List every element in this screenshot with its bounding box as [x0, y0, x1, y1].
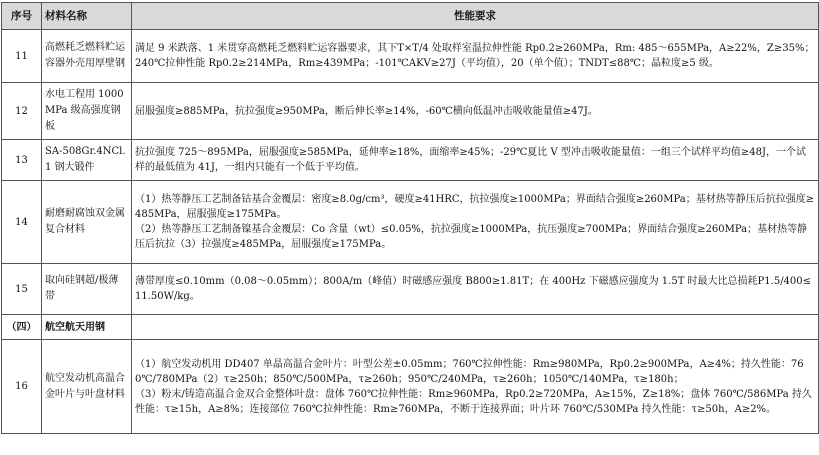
table-row: [2, 181, 819, 264]
performance-table: [1, 2, 819, 434]
header-requirement: 性能要求: [132, 3, 819, 30]
row-material: 耐磨耐腐蚀双金属复合材料: [42, 181, 132, 264]
row-material: 水电工程用 1000MPa 级高强度钢板: [42, 83, 132, 140]
table-header-row: [2, 3, 819, 30]
section-label: （四）: [2, 315, 42, 340]
header-no: 序号: [2, 3, 42, 30]
header-material: 材料名称: [42, 3, 132, 30]
row-material: 航空发动机高温合金叶片与叶盘材料: [42, 340, 132, 434]
requirement-line: 满足 9 米跌落、1 米贯穿高燃耗乏燃料贮运容器要求，其下T×T/4 处取样室温拉伸性能 Rp0.2≥260MPa，Rm: 485～655MPa，A≥22%，Z≥35%；240℃拉伸性能 Rp0.2≥214MPa，Rm≥439MPa；-101℃AKV≥27J（平均值），20（单个值）；TNDT≤88℃；晶粒度≥5 级。: [135, 43, 815, 69]
requirement-line: 抗拉强度 725～895MPa，屈服强度≥585MPa，延伸率≥18%，面缩率≥45%；-29℃夏比 V 型冲击吸收能量值：一组三个试样平均值≥48J，一个试样的最低值为 41J，一组内只能有一个低于平均值。: [135, 147, 806, 173]
requirement-line: 薄带厚度≤0.10mm（0.08～0.05mm）；800A/m（峰值）时磁感应强度 B800≥1.81T；在 400Hz 下磁感应强度为 1.5T 时最大比总损耗P1.5/400≤11.50W/kg。: [135, 276, 812, 302]
table-row: [2, 340, 819, 434]
row-requirement: [132, 264, 819, 315]
table-row: [2, 264, 819, 315]
row-material: SA-508Gr.4NCl.1 钢大锻件: [42, 140, 132, 181]
table-row: [2, 83, 819, 140]
row-requirement: [132, 83, 819, 140]
row-requirement: [132, 181, 819, 264]
row-requirement: [132, 140, 819, 181]
row-no: 12: [2, 83, 42, 140]
requirement-line: （1）航空发动机用 DD407 单晶高温合金叶片：叶型公差±0.05mm；760℃拉伸性能：Rm≥980MPa，Rp0.2≥900MPa，A≥4%；持久性能：760℃/780MPa（2）τ≥250h；850℃/500MPa，τ≥260h；950℃/240MPa，τ≥260h；1050℃/140MPa，τ≥180h；: [135, 358, 804, 385]
requirement-line: （1）热等静压工艺制备钴基合金覆层：密度≥8.0g/cm³，硬度≥41HRC，抗拉强度≥1000MPa；界面结合强度≥260MPa；基材热等静压后抗拉强度≥485MPa，屈服强度≥175MPa。: [135, 194, 815, 220]
row-requirement: [132, 340, 819, 434]
section-title: 航空航天用钢: [42, 315, 132, 340]
row-requirement: [132, 30, 819, 83]
requirement-line: （2）热等静压工艺制备镍基合金覆层：Co 含量（wt）≤0.05%，抗拉强度≥1000MPa，抗压强度≥700MPa；界面结合强度≥260MPa；基材热等静压后抗拉（3）拉强度≥485MPa，屈服强度≥175MPa。: [135, 224, 808, 250]
row-no: 15: [2, 264, 42, 315]
row-no: 14: [2, 181, 42, 264]
table-row: [2, 30, 819, 83]
row-material: 高燃耗乏燃料贮运容器外壳用厚壁钢: [42, 30, 132, 83]
requirement-line: （3）粉末/铸造高温合金双合金整体叶盘：盘体 760℃拉伸性能：Rm≥960MPa，Rp0.2≥720MPa，A≥15%，Z≥18%；盘体 760℃/586MPa 持久性能：τ≥15h，A≥8%；连接部位 760℃拉伸性能：Rm≥760MPa，不断于连接界面；叶片环 760℃/530MPa 持久性能：τ≥50h，A≥2%。: [135, 388, 812, 415]
row-no: 16: [2, 340, 42, 434]
table-row: [2, 140, 819, 181]
section-row: [2, 315, 819, 340]
row-no: 11: [2, 30, 42, 83]
section-empty: [132, 315, 819, 340]
requirement-line: 屈服强度≥885MPa，抗拉强度≥950MPa，断后伸长率≥14%，-60℃横向低温冲击吸收能量值≥47J。: [135, 105, 598, 117]
row-no: 13: [2, 140, 42, 181]
row-material: 取向硅钢超/极薄带: [42, 264, 132, 315]
